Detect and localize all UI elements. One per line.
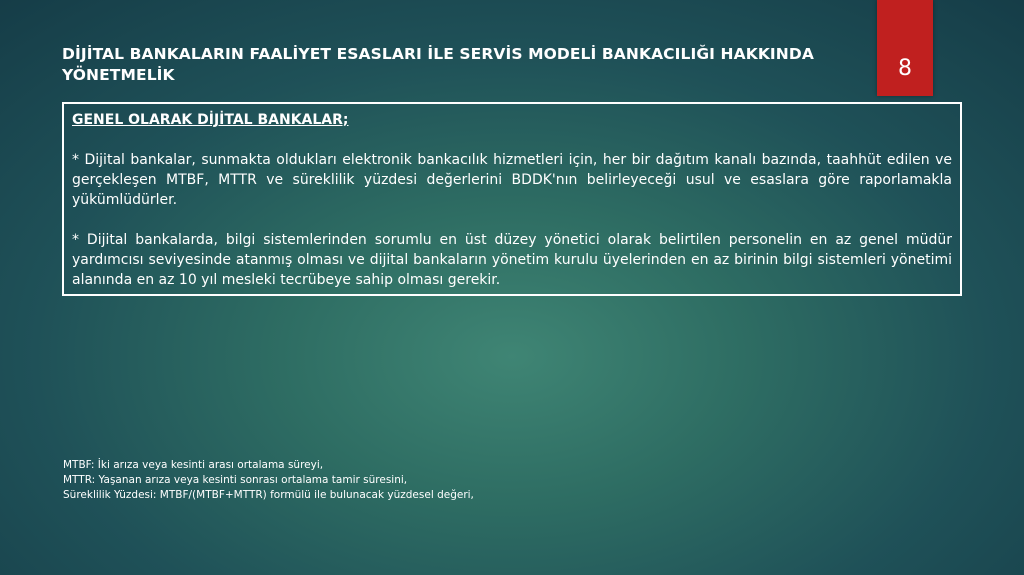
slide-title: DİJİTAL BANKALARIN FAALİYET ESASLARI İLE SERVİS MODELİ BANKACILIĞI HAKKINDA YÖNETMELİK bbox=[62, 45, 814, 84]
paragraph-reporting: * Dijital bankalar, sunmakta oldukları elektronik bankacılık hizmetleri için, her bir dağıtım kanalı bazında, taahhüt edilen ve gerçekleşen MTBF, MTTR ve süreklilik yüzdesi değerlerini BDDK'nın belirleyeceği usul ve esaslara göre raporlamakla yükümlüdürler. bbox=[72, 152, 952, 208]
footnotes bbox=[63, 458, 763, 503]
content-box bbox=[62, 102, 962, 296]
page-number: 8 bbox=[898, 56, 912, 81]
footnote-mttr: MTTR: Yaşanan arıza veya kesinti sonrası ortalama tamir süresini, bbox=[63, 474, 408, 486]
footnote-continuity: Süreklilik Yüzdesi: MTBF/(MTBF+MTTR) formülü ile bulunacak yüzdesel değeri, bbox=[63, 489, 474, 501]
section-heading: GENEL OLARAK DİJİTAL BANKALAR; bbox=[72, 112, 349, 128]
page-number-tab bbox=[877, 0, 933, 96]
footnote-mtbf: MTBF: İki arıza veya kesinti arası ortalama süreyi, bbox=[63, 459, 324, 471]
paragraph-management: * Dijital bankalarda, bilgi sistemlerinden sorumlu en üst düzey yönetici olarak belirtilen personelin en az genel müdür yardımcısı seviyesinde atanmış olması ve dijital bankaların yönetim kurulu üyelerinden en az birinin bilgi sistemleri yönetimi alanında en az 10 yıl mesleki tecrübeye sahip olması gerekir. bbox=[72, 232, 952, 288]
